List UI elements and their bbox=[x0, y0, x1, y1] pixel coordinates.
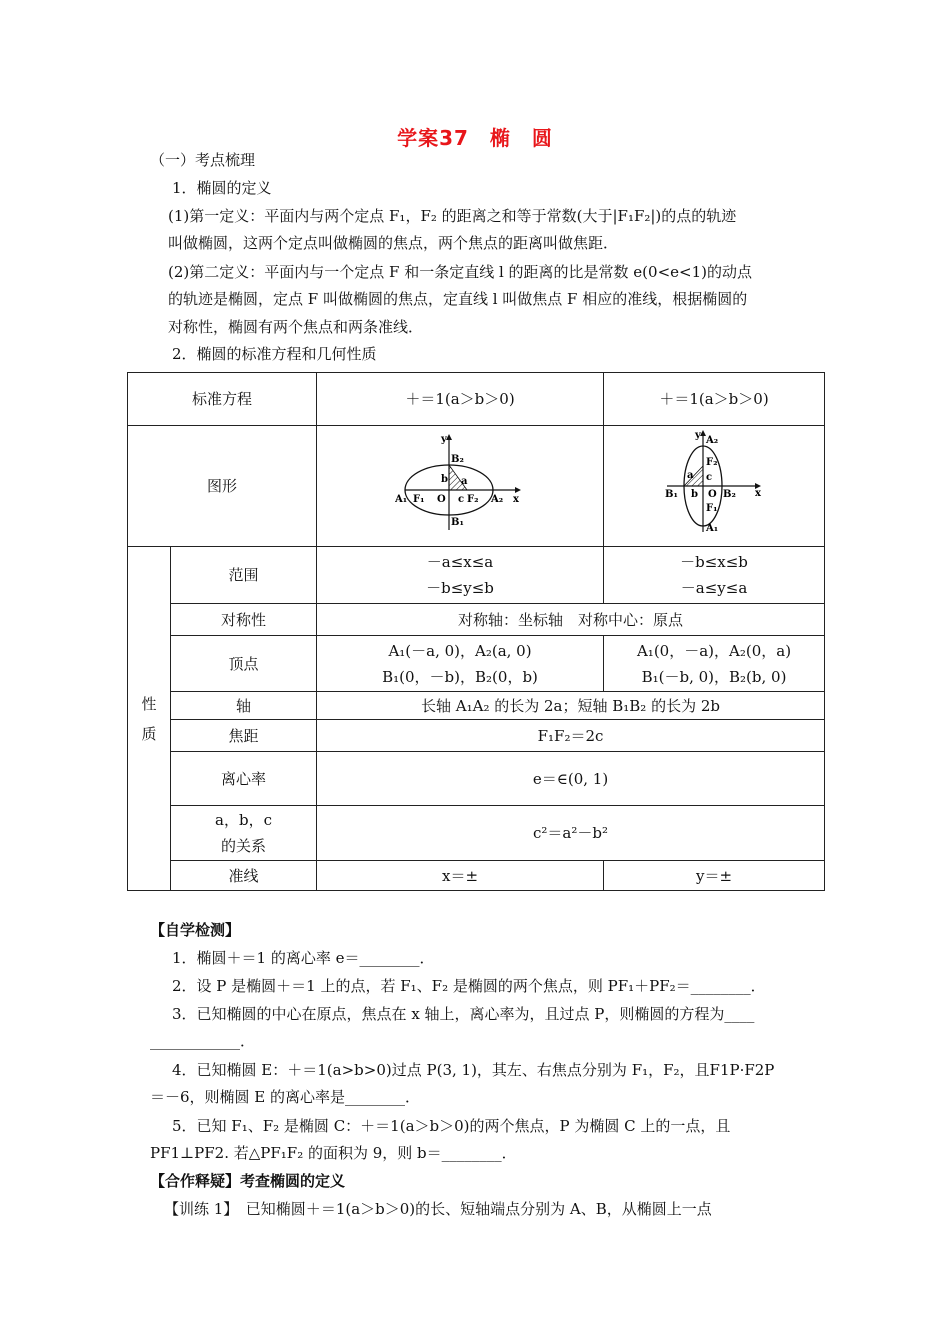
range-horizontal-x: －a≤x≤a bbox=[426, 553, 494, 571]
question-3-line-2: ____________． bbox=[150, 1032, 256, 1050]
fig1-a1-label: A₁ bbox=[395, 494, 408, 505]
question-4-line-2: ＝－6，则椭圆 E 的离心率是________． bbox=[150, 1088, 421, 1106]
vertex-horizontal bbox=[317, 636, 604, 692]
std-eq-label: 标准方程 bbox=[128, 373, 317, 426]
abc-relation-value: c²＝a²－b² bbox=[317, 806, 825, 861]
focal-length-label: 焦距 bbox=[171, 720, 317, 752]
symmetry-label: 对称性 bbox=[171, 604, 317, 636]
properties-label: 性 质 bbox=[128, 547, 171, 891]
fig1-c-label: c bbox=[458, 494, 465, 505]
fig2-y-label: y bbox=[695, 430, 701, 441]
fig1-b-label: b bbox=[441, 474, 449, 485]
definition-2-line-3: 对称性，椭圆有两个焦点和两条准线． bbox=[168, 318, 424, 336]
definition-1-line-2: 叫做椭圆，这两个定点叫做椭圆的焦点，两个焦点的距离叫做焦距． bbox=[168, 234, 619, 252]
vertical-ellipse-figure bbox=[659, 428, 769, 536]
cooperation-heading: 【合作释疑】考查椭圆的定义 bbox=[150, 1172, 346, 1190]
question-2: 2．设 P 是椭圆＋＝1 上的点，若 F₁、F₂ 是椭圆的两个焦点，则 PF₁＋PF₂＝________． bbox=[172, 977, 766, 995]
fig2-b2-label: B₂ bbox=[723, 489, 736, 500]
directrix-vertical: y＝± bbox=[604, 861, 825, 891]
question-4-line-1: 4．已知椭圆 E：＋＝1(a>b>0)过点 P(3, 1)，其左、右焦点分别为 F₁，F₂，且F1P·F2P bbox=[172, 1061, 775, 1079]
fig1-b2-label: B₂ bbox=[451, 454, 464, 465]
question-5-line-2: PF1⊥PF2. 若△PF₁F₂ 的面积为 9，则 b＝________． bbox=[150, 1144, 517, 1162]
vertex-vertical-b: B₁(－b, 0)，B₂(b, 0) bbox=[641, 667, 787, 686]
fig1-x-label: x bbox=[513, 494, 519, 505]
fig1-f1-label: F₁ bbox=[413, 494, 425, 505]
fig2-origin-label: O bbox=[708, 489, 717, 500]
section-heading: （一）考点梳理 bbox=[150, 151, 256, 169]
range-vertical bbox=[604, 547, 825, 604]
focal-length-value: F₁F₂＝2c bbox=[317, 720, 825, 752]
axis-label: 轴 bbox=[171, 692, 317, 720]
abc-relation-label bbox=[171, 806, 317, 861]
vertex-horizontal-a: A₁(－a, 0)，A₂(a, 0) bbox=[388, 641, 532, 660]
figure-vertical-cell bbox=[604, 426, 825, 547]
page-title: 学案37 椭 圆 bbox=[397, 126, 553, 150]
range-vertical-y: －a≤y≤a bbox=[680, 579, 748, 597]
definition-2-line-1: (2)第二定义：平面内与一个定点 F 和一条定直线 l 的距离的比是常数 e(0<e<1)的动点 bbox=[168, 263, 752, 281]
question-1: 1．椭圆＋＝1 的离心率 e＝________． bbox=[172, 949, 435, 967]
fig2-f2-label: F₂ bbox=[706, 457, 718, 468]
fig1-b1-label: B₁ bbox=[451, 517, 464, 528]
fig2-b-label: b bbox=[691, 489, 699, 500]
abc-relation-label-2: 的关系 bbox=[221, 837, 267, 855]
figure-label: 图形 bbox=[128, 426, 317, 547]
fig1-origin-label: O bbox=[437, 494, 446, 505]
fig1-a2-label: A₂ bbox=[491, 494, 504, 505]
fig2-a1-label: A₁ bbox=[706, 523, 719, 534]
range-vertical-x: －b≤x≤b bbox=[680, 553, 748, 571]
question-3-line-1: 3．已知椭圆的中心在原点，焦点在 x 轴上，离心率为，且过点 P，则椭圆的方程为____ bbox=[172, 1005, 755, 1023]
directrix-horizontal: x＝± bbox=[317, 861, 604, 891]
fig2-x-label: x bbox=[755, 488, 761, 499]
range-horizontal-y: －b≤y≤b bbox=[426, 579, 494, 597]
definition-heading: 1．椭圆的定义 bbox=[172, 179, 272, 197]
vertex-vertical bbox=[604, 636, 825, 692]
range-label: 范围 bbox=[171, 547, 317, 604]
fig1-f2-label: F₂ bbox=[467, 494, 479, 505]
directrix-label: 准线 bbox=[171, 861, 317, 891]
fig2-f1-label: F₁ bbox=[706, 503, 718, 514]
abc-relation-label-1: a，b，c bbox=[215, 811, 272, 829]
vertex-horizontal-b: B₁(0，－b)，B₂(0，b) bbox=[382, 667, 538, 686]
fig2-b1-label: B₁ bbox=[665, 489, 678, 500]
std-eq-vertical: ＋＝1(a＞b＞0) bbox=[604, 373, 825, 426]
fig1-a-label: a bbox=[461, 476, 468, 487]
eccentricity-value: e＝∈(0, 1) bbox=[317, 752, 825, 806]
range-horizontal bbox=[317, 547, 604, 604]
horizontal-ellipse-figure bbox=[395, 432, 525, 532]
eccentricity-label: 离心率 bbox=[171, 752, 317, 806]
symmetry-value: 对称轴：坐标轴 对称中心：原点 bbox=[317, 604, 825, 636]
training-1: 【训练 1】 已知椭圆＋＝1(a＞b＞0)的长、短轴端点分别为 A、B，从椭圆上一点 bbox=[164, 1200, 712, 1218]
self-check-heading: 【自学检测】 bbox=[150, 921, 241, 939]
axis-value: 长轴 A₁A₂ 的长为 2a；短轴 B₁B₂ 的长为 2b bbox=[317, 692, 825, 720]
definition-2-line-2: 的轨迹是椭圆，定点 F 叫做椭圆的焦点，定直线 l 叫做焦点 F 相应的准线，根据椭圆的 bbox=[168, 290, 748, 308]
vertex-vertical-a: A₁(0，－a)，A₂(0，a) bbox=[636, 641, 792, 660]
vertex-label: 顶点 bbox=[171, 636, 317, 692]
std-eq-horizontal: ＋＝1(a＞b＞0) bbox=[317, 373, 604, 426]
definition-1-line-1: (1)第一定义：平面内与两个定点 F₁，F₂ 的距离之和等于常数(大于|F₁F₂|)的点的轨迹 bbox=[168, 207, 737, 225]
question-5-line-1: 5．已知 F₁、F₂ 是椭圆 C：＋＝1(a＞b＞0)的两个焦点，P 为椭圆 C 上的一点，且 bbox=[172, 1117, 731, 1135]
fig2-c-label: c bbox=[706, 472, 713, 483]
standard-equation-heading: 2．椭圆的标准方程和几何性质 bbox=[172, 345, 377, 363]
figure-horizontal-cell bbox=[317, 426, 604, 547]
ellipse-properties-table bbox=[127, 372, 825, 891]
fig2-a2-label: A₂ bbox=[706, 435, 719, 446]
fig2-a-label: a bbox=[687, 470, 694, 481]
fig1-y-label: y bbox=[441, 434, 447, 445]
